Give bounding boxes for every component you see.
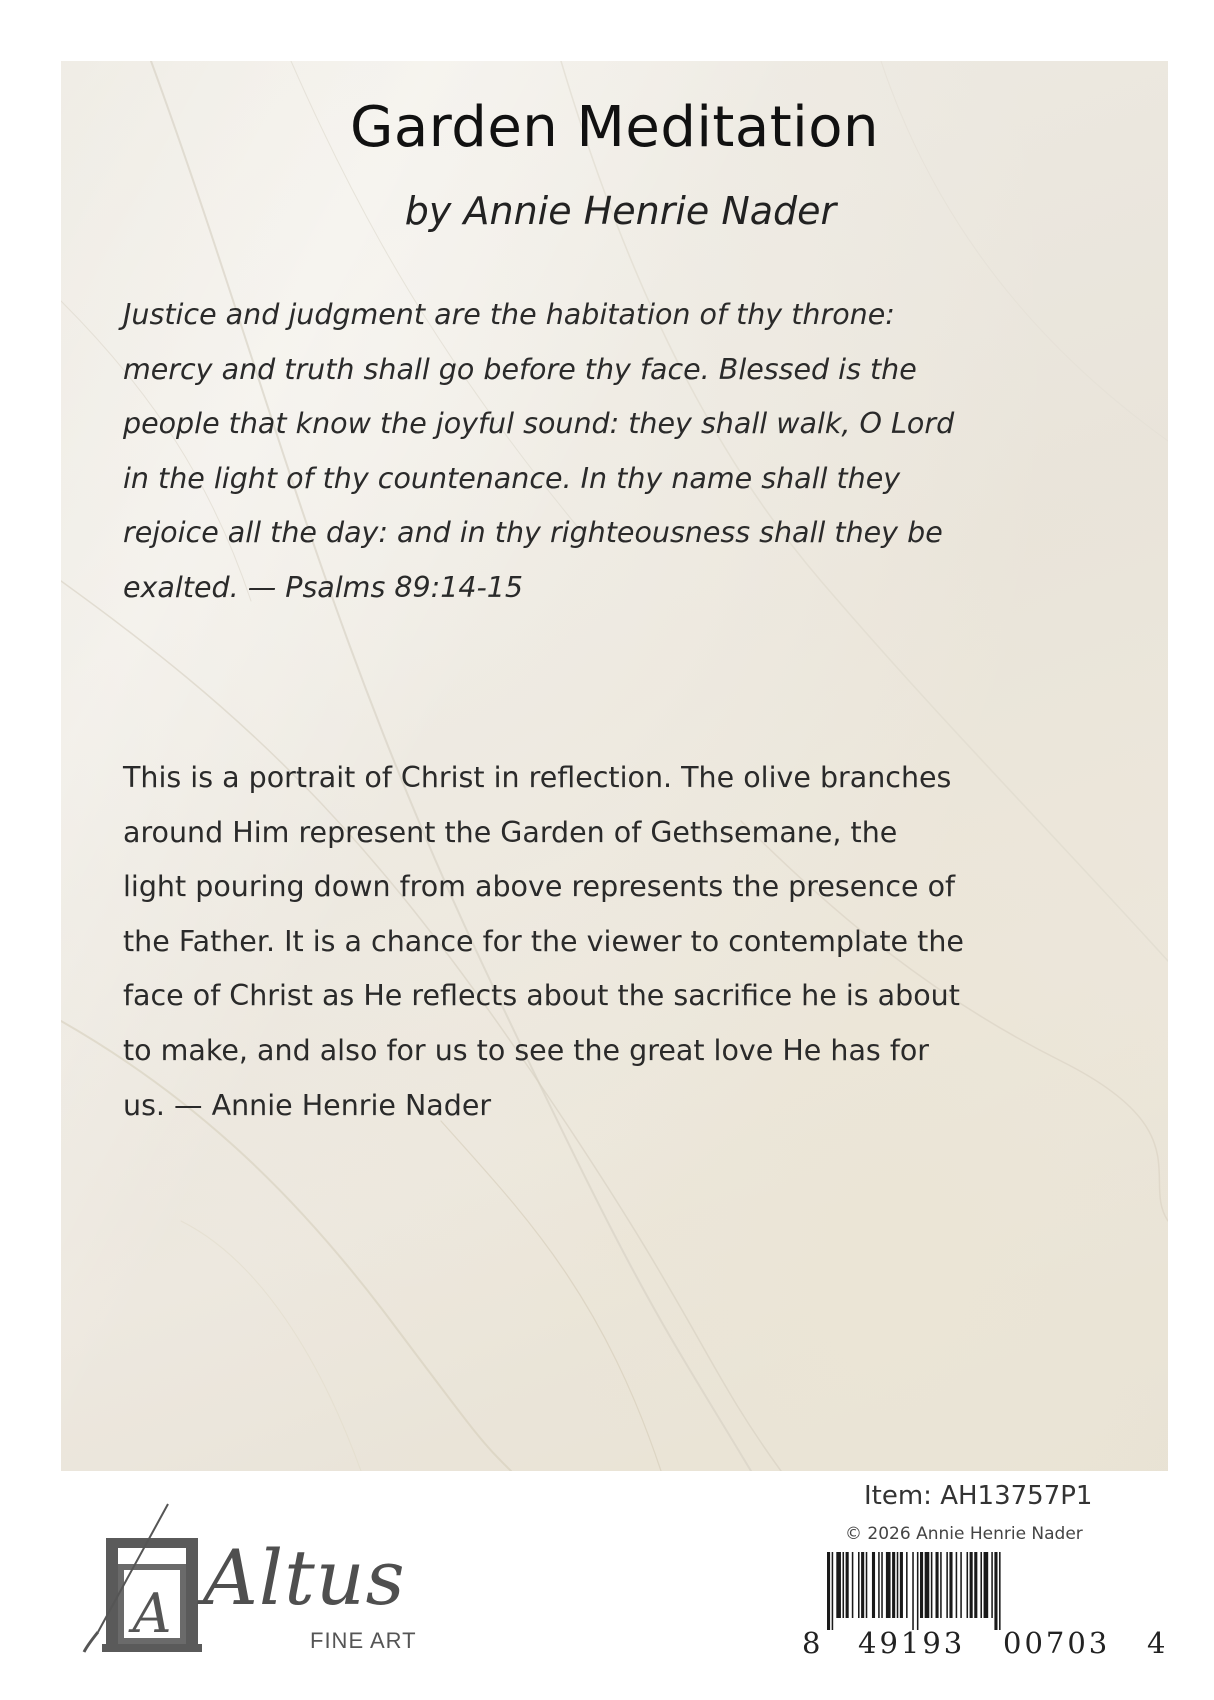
barcode-bar <box>843 1552 845 1618</box>
barcode-bar <box>906 1552 908 1618</box>
description-line: face of Christ as He reflects about the sacrifice he is about <box>123 979 960 1013</box>
barcode-bar <box>994 1552 997 1630</box>
barcode-bar <box>886 1552 891 1618</box>
artwork-description <box>123 751 1143 1133</box>
barcode-bar <box>832 1552 834 1630</box>
barcode-bar <box>940 1552 942 1618</box>
barcode-digits-left: 49193 <box>858 1626 966 1660</box>
description-line: to make, and also for us to see the great love He has for <box>123 1033 930 1067</box>
verse-line: rejoice all the day: and in thy righteousness shall they be <box>123 516 943 550</box>
item-number: Item: AH13757P1 <box>864 1481 1093 1511</box>
description-line: around Him represent the Garden of Gethsemane, the <box>123 815 898 849</box>
barcode-bar <box>861 1552 864 1618</box>
barcode-bar <box>936 1552 939 1618</box>
barcode-bar <box>974 1552 977 1618</box>
barcode-icon <box>823 1552 1163 1632</box>
barcode-bar <box>917 1552 919 1630</box>
verse-line: mercy and truth shall go before thy face. Blessed is the <box>123 352 917 386</box>
verse-line: in the light of thy countenance. In thy name shall they <box>123 461 901 495</box>
barcode-bar <box>872 1552 875 1618</box>
barcode-bar <box>925 1552 930 1618</box>
barcode-bar <box>852 1552 854 1618</box>
barcode-bar <box>984 1552 989 1618</box>
logo-subtitle: FINE ART <box>310 1628 417 1653</box>
barcode-bar <box>980 1552 982 1618</box>
description-line: the Father. It is a chance for the viewer to contemplate the <box>123 924 964 958</box>
description-line: This is a portrait of Christ in reflection. The olive branches <box>123 761 952 794</box>
barcode-digit-check: 4 <box>1147 1626 1166 1660</box>
verse-line: Justice and judgment are the habitation of thy throne: <box>123 298 895 331</box>
barcode-bar <box>949 1552 952 1618</box>
logo-letter: A <box>132 1582 172 1645</box>
barcode-bar <box>878 1552 880 1618</box>
barcode-bar <box>967 1552 969 1618</box>
altus-logo-icon <box>78 1502 208 1662</box>
barcode-bar <box>999 1552 1001 1630</box>
barcode-bar <box>866 1552 868 1618</box>
barcode-bar <box>892 1552 895 1618</box>
barcode-digits-right: 00703 <box>1003 1626 1111 1660</box>
description-line: us. — Annie Henrie Nader <box>123 1088 492 1122</box>
barcode-bar <box>970 1552 973 1618</box>
barcode-bar <box>946 1552 948 1618</box>
copyright-notice: © 2026 Annie Henrie Nader <box>845 1524 1083 1544</box>
scripture-verse <box>123 288 1123 616</box>
barcode-bar <box>836 1552 841 1618</box>
barcode-bar <box>858 1552 860 1618</box>
barcode-bar <box>991 1552 993 1618</box>
barcode-bar <box>956 1552 958 1618</box>
barcode-bar <box>846 1552 849 1618</box>
verse-line: exalted. — Psalms 89:14-15 <box>123 570 524 604</box>
barcode-bar <box>900 1552 903 1618</box>
barcode-bar <box>881 1552 883 1618</box>
card-byline: by Annie Henrie Nader <box>404 189 837 233</box>
barcode-digit-prefix: 8 <box>802 1626 821 1660</box>
barcode-bar <box>931 1552 933 1618</box>
barcode-bar <box>960 1552 962 1618</box>
card-title: Garden Meditation <box>350 95 879 160</box>
logo-wordmark: Altus <box>203 1533 406 1622</box>
marble-background <box>61 61 1168 1471</box>
verse-line: people that know the joyful sound: they shall walk, O Lord <box>123 407 955 441</box>
barcode-bar <box>920 1552 923 1618</box>
barcode-bar <box>897 1552 899 1618</box>
description-line: light pouring down from above represents the presence of <box>123 870 956 904</box>
barcode-bar <box>912 1552 914 1630</box>
barcode-bar <box>827 1552 830 1630</box>
